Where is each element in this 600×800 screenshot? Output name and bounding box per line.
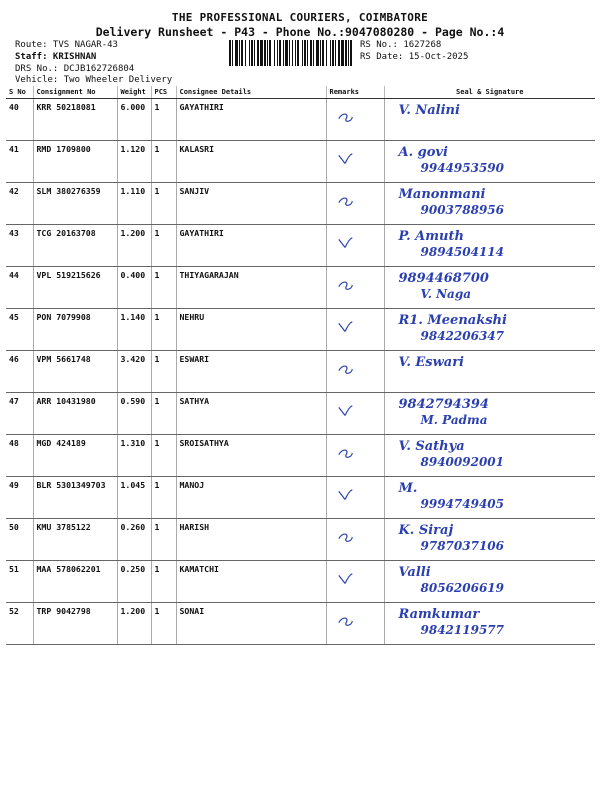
- row-consignee: KALASRI: [176, 141, 326, 183]
- barcode-bar: [235, 40, 238, 66]
- barcode-bar: [345, 40, 347, 66]
- row-consignment-no: KMU 3785122: [33, 519, 117, 561]
- row-weight: 0.250: [117, 561, 151, 603]
- route-label: Route: TVS NAGAR-43: [15, 40, 118, 50]
- table-row: [6, 225, 595, 267]
- barcode-bar: [307, 40, 308, 66]
- row-sno: 51: [6, 561, 33, 603]
- row-pcs: 1: [151, 309, 176, 351]
- row-weight: 1.045: [117, 477, 151, 519]
- signature-phone: 8940092001: [420, 455, 504, 469]
- row-consignment-no: VPM 5661748: [33, 351, 117, 393]
- barcode-bar: [264, 40, 266, 66]
- row-consignee: GAYATHIRI: [176, 99, 326, 141]
- signature-name: Valli: [398, 565, 431, 580]
- col-pcs: PCS: [151, 86, 176, 99]
- row-consignment-no: BLR 5301349703: [33, 477, 117, 519]
- row-consignment-no: KRR 50218081: [33, 99, 117, 141]
- row-weight: 0.590: [117, 393, 151, 435]
- row-remarks: [326, 603, 384, 645]
- barcode-bar: [274, 40, 275, 66]
- row-consignment-no: TCG 20163708: [33, 225, 117, 267]
- row-sno: 46: [6, 351, 33, 393]
- barcode-bar: [348, 40, 349, 66]
- barcode-bar: [316, 40, 319, 66]
- table-row: [6, 435, 595, 477]
- row-consignment-no: VPL 519215626: [33, 267, 117, 309]
- signature-name: Manonmani: [398, 187, 486, 202]
- row-consignment-no: SLM 380276359: [33, 183, 117, 225]
- signature-phone: 9994749405: [420, 497, 504, 511]
- barcode-bar: [292, 40, 293, 66]
- barcode-bar: [232, 40, 233, 66]
- row-pcs: 1: [151, 141, 176, 183]
- barcode-bar: [326, 40, 327, 66]
- row-weight: 1.200: [117, 225, 151, 267]
- barcode-bar: [249, 40, 250, 66]
- signature-phone: 9842206347: [420, 329, 504, 343]
- barcode-bar: [285, 40, 288, 66]
- table-row: [6, 519, 595, 561]
- company-title: THE PROFESSIONAL COURIERS, COIMBATORE: [171, 11, 429, 24]
- barcode-bar: [295, 40, 296, 66]
- col-sno: S No: [6, 86, 33, 99]
- col-consignment: Consignment No: [33, 86, 117, 99]
- signature-phone: 9944953590: [420, 161, 504, 175]
- signature-phone: 9003788956: [420, 203, 504, 217]
- row-remarks: [326, 99, 384, 141]
- table-row: [6, 603, 595, 645]
- staff-label: Staff: KRISHNAN: [15, 52, 97, 62]
- barcode-bar: [332, 40, 334, 66]
- barcode-bar: [350, 40, 352, 66]
- row-consignment-no: MAA 578062201: [33, 561, 117, 603]
- row-consignment-no: MGD 424189: [33, 435, 117, 477]
- row-remarks: [326, 393, 384, 435]
- barcode-bar: [267, 40, 268, 66]
- row-remarks: [326, 309, 384, 351]
- rs-number: RS No.: 1627268: [360, 40, 442, 50]
- barcode-bar: [241, 40, 243, 66]
- row-weight: 0.260: [117, 519, 151, 561]
- tick-mark-icon: [337, 445, 355, 461]
- row-weight: 1.140: [117, 309, 151, 351]
- row-remarks: [326, 351, 384, 393]
- runsheet-title: Delivery Runsheet - P43 - Phone No.:9047080280 - Page No.:4: [95, 25, 505, 39]
- barcode-bar: [330, 40, 331, 66]
- runsheet-table: [6, 86, 595, 645]
- barcode-bar: [269, 40, 271, 66]
- row-pcs: 1: [151, 99, 176, 141]
- row-remarks: [326, 519, 384, 561]
- row-pcs: 1: [151, 351, 176, 393]
- row-sno: 42: [6, 183, 33, 225]
- barcode-bar: [304, 40, 306, 66]
- row-sno: 44: [6, 267, 33, 309]
- row-signature: [384, 99, 595, 141]
- barcode-bar: [289, 40, 290, 66]
- row-consignee: SONAI: [176, 603, 326, 645]
- row-remarks: [326, 225, 384, 267]
- row-consignment-no: ARR 10431980: [33, 393, 117, 435]
- table-header-row: [6, 86, 595, 99]
- row-weight: 1.200: [117, 603, 151, 645]
- table-row: [6, 393, 595, 435]
- table-row: [6, 477, 595, 519]
- table-row: [6, 267, 595, 309]
- row-signature: [384, 141, 595, 183]
- barcode: [229, 40, 355, 66]
- row-consignee: SATHYA: [176, 393, 326, 435]
- row-consignee: THIYAGARAJAN: [176, 267, 326, 309]
- row-sno: 47: [6, 393, 33, 435]
- table-row: [6, 309, 595, 351]
- tick-mark-icon: [337, 319, 355, 335]
- signature-name: 9842794394: [398, 397, 489, 412]
- row-consignment-no: RMD 1709800: [33, 141, 117, 183]
- barcode-bar: [302, 40, 303, 66]
- row-pcs: 1: [151, 435, 176, 477]
- row-pcs: 1: [151, 603, 176, 645]
- signature-name: R1. Meenakshi: [398, 313, 507, 328]
- col-remarks: Remarks: [326, 86, 384, 99]
- row-pcs: 1: [151, 477, 176, 519]
- barcode-bar: [283, 40, 284, 66]
- row-sno: 49: [6, 477, 33, 519]
- signature-phone: 8056206619: [420, 581, 504, 595]
- col-consignee: Consignee Details: [176, 86, 326, 99]
- barcode-bar: [251, 40, 253, 66]
- tick-mark-icon: [337, 403, 355, 419]
- signature-name: K. Siraj: [398, 523, 454, 538]
- signature-phone: V. Naga: [420, 287, 471, 301]
- row-sno: 40: [6, 99, 33, 141]
- rs-date: RS Date: 15-Oct-2025: [360, 52, 469, 62]
- signature-phone: 9842119577: [420, 623, 504, 637]
- drs-number: DRS No.: DCJB162726804: [15, 64, 135, 74]
- row-sno: 50: [6, 519, 33, 561]
- row-consignment-no: TRP 9042798: [33, 603, 117, 645]
- row-remarks: [326, 477, 384, 519]
- row-remarks: [326, 183, 384, 225]
- row-consignee: KAMATCHI: [176, 561, 326, 603]
- row-pcs: 1: [151, 393, 176, 435]
- row-sno: 41: [6, 141, 33, 183]
- row-signature: [384, 435, 595, 477]
- table-row: [6, 351, 595, 393]
- signature-name: V. Sathya: [398, 439, 465, 454]
- barcode-bar: [260, 40, 263, 66]
- tick-mark-icon: [337, 571, 355, 587]
- row-weight: 0.400: [117, 267, 151, 309]
- row-sno: 48: [6, 435, 33, 477]
- row-weight: 1.120: [117, 141, 151, 183]
- row-sno: 45: [6, 309, 33, 351]
- signature-name: M.: [398, 481, 418, 496]
- row-sno: 43: [6, 225, 33, 267]
- col-weight: Weight: [117, 86, 151, 99]
- barcode-bar: [338, 40, 340, 66]
- barcode-bar: [245, 40, 246, 66]
- row-consignee: GAYATHIRI: [176, 225, 326, 267]
- row-consignee: SANJIV: [176, 183, 326, 225]
- row-pcs: 1: [151, 267, 176, 309]
- table-row: [6, 183, 595, 225]
- barcode-bar: [277, 40, 278, 66]
- table-row: [6, 99, 595, 141]
- barcode-bar: [257, 40, 259, 66]
- signature-name: A. govi: [398, 145, 448, 160]
- barcode-bar: [297, 40, 299, 66]
- row-signature: [384, 225, 595, 267]
- barcode-bar: [341, 40, 344, 66]
- barcode-bar: [322, 40, 324, 66]
- tick-mark-icon: [337, 613, 355, 629]
- signature-name: Ramkumar: [398, 607, 480, 622]
- tick-mark-icon: [337, 529, 355, 545]
- row-signature: [384, 183, 595, 225]
- tick-mark-icon: [337, 109, 355, 125]
- row-signature: [384, 603, 595, 645]
- row-consignment-no: PON 7079908: [33, 309, 117, 351]
- row-signature: [384, 393, 595, 435]
- row-pcs: 1: [151, 561, 176, 603]
- signature-phone: 9787037106: [420, 539, 504, 553]
- row-pcs: 1: [151, 183, 176, 225]
- row-consignee: HARISH: [176, 519, 326, 561]
- row-consignee: NEHRU: [176, 309, 326, 351]
- row-signature: [384, 309, 595, 351]
- barcode-bar: [254, 40, 255, 66]
- row-consignee: ESWARI: [176, 351, 326, 393]
- row-signature: [384, 351, 595, 393]
- signature-name: V. Eswari: [398, 355, 464, 370]
- row-pcs: 1: [151, 225, 176, 267]
- row-signature: [384, 519, 595, 561]
- row-weight: 6.000: [117, 99, 151, 141]
- tick-mark-icon: [337, 361, 355, 377]
- table-row: [6, 561, 595, 603]
- tick-mark-icon: [337, 235, 355, 251]
- signature-phone: 9894504114: [420, 245, 504, 259]
- row-weight: 3.420: [117, 351, 151, 393]
- barcode-bar: [310, 40, 312, 66]
- row-remarks: [326, 561, 384, 603]
- barcode-bar: [320, 40, 321, 66]
- row-signature: [384, 561, 595, 603]
- row-remarks: [326, 435, 384, 477]
- tick-mark-icon: [337, 151, 355, 167]
- signature-name: V. Nalini: [398, 103, 460, 118]
- barcode-bar: [335, 40, 336, 66]
- tick-mark-icon: [337, 487, 355, 503]
- row-sno: 52: [6, 603, 33, 645]
- vehicle-label: Vehicle: Two Wheeler Delivery: [15, 75, 173, 85]
- row-consignee: MANOJ: [176, 477, 326, 519]
- row-remarks: [326, 267, 384, 309]
- tick-mark-icon: [337, 193, 355, 209]
- row-pcs: 1: [151, 519, 176, 561]
- barcode-bar: [239, 40, 240, 66]
- signature-name: P. Amuth: [398, 229, 464, 244]
- barcode-bar: [229, 40, 231, 66]
- row-consignee: SROISATHYA: [176, 435, 326, 477]
- row-weight: 1.310: [117, 435, 151, 477]
- row-signature: [384, 477, 595, 519]
- barcode-bar: [279, 40, 281, 66]
- signature-name: 9894468700: [398, 271, 489, 286]
- row-signature: [384, 267, 595, 309]
- signature-phone: M. Padma: [420, 413, 488, 427]
- table-row: [6, 141, 595, 183]
- col-signature: Seal & Signature: [384, 86, 595, 99]
- row-remarks: [326, 141, 384, 183]
- barcode-bar: [313, 40, 314, 66]
- row-weight: 1.110: [117, 183, 151, 225]
- tick-mark-icon: [337, 277, 355, 293]
